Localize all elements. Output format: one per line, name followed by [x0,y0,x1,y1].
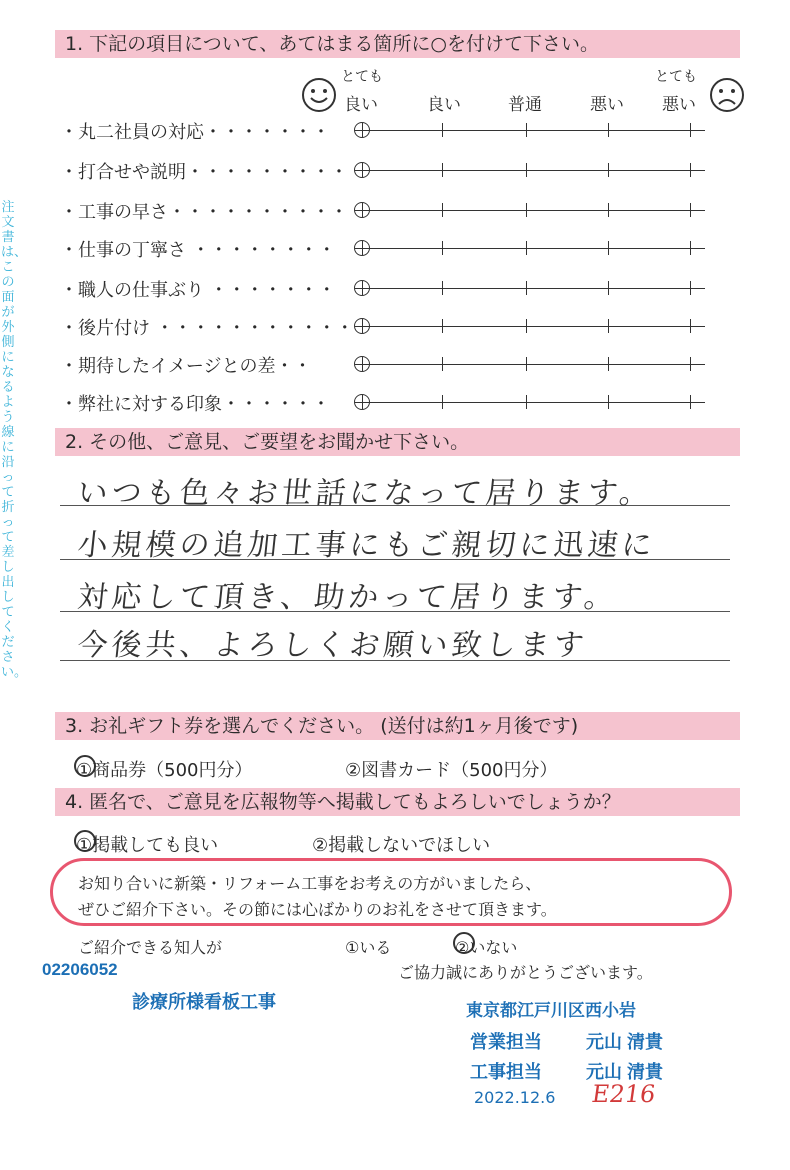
sales-label: 営業担当 [470,1032,542,1052]
scale-normal: 普通 [508,95,542,115]
rating-tick-3[interactable] [526,319,527,333]
work-name: 元山 清貴 [586,1062,664,1082]
handwritten-line-1: いつも色々お世話になって居ります。 [75,476,656,511]
rating-tick-3[interactable] [526,123,527,137]
rating-tick-4[interactable] [608,281,609,295]
section4-title: 4. 匿名で、ご意見を広報物等へ掲載してもよろしいでしょうか？ [55,788,740,816]
rating-tick-3[interactable] [526,357,527,371]
rating-scale-line [355,248,705,249]
rating-item-label: ・期待したイメージとの差・・ [60,356,312,377]
referral-line-2: ぜひご紹介下さい。その節には心ばかりのお礼をさせて頂きます。 [78,900,557,919]
handwritten-stamp: E216 [590,1080,658,1108]
rating-tick-5[interactable] [690,123,691,137]
rating-tick-4[interactable] [608,395,609,409]
rating-tick-3[interactable] [526,281,527,295]
rating-tick-5[interactable] [690,357,691,371]
rating-tick-2[interactable] [442,203,443,217]
scale-good: 良い [427,95,461,115]
rating-tick-2[interactable] [442,241,443,255]
section2-title: 2. その他、ご意見、ご要望をお聞かせ下さい。 [55,428,740,456]
selected-rating-circle [354,356,370,372]
rating-tick-2[interactable] [442,163,443,177]
rating-tick-5[interactable] [690,319,691,333]
gift-option-gift-voucher[interactable]: ①商品券（500円分） [76,760,253,781]
rating-tick-4[interactable] [608,241,609,255]
publish-option-yes[interactable]: ①掲載しても良い [76,835,219,856]
rating-item-label: ・打合せや説明・・・・・・・・・ [60,162,348,183]
selected-rating-circle [354,280,370,296]
scale-very-bad: 悪い [662,95,696,115]
sad-face-icon [708,76,746,114]
rating-tick-4[interactable] [608,163,609,177]
rating-scale-line [355,210,705,211]
smiley-face-icon [300,76,338,114]
selected-rating-circle [354,202,370,218]
handwritten-line-2: 小規模の追加工事にもご親切に迅速に [75,528,658,563]
referral-option-no[interactable]: ②いない [455,938,518,957]
rating-scale-line [355,130,705,131]
section3-title: 3. お礼ギフト券を選んでください。 (送付は約1ヶ月後です) [55,712,740,740]
rating-tick-3[interactable] [526,203,527,217]
rating-scale-line [355,402,705,403]
rating-tick-5[interactable] [690,203,691,217]
referral-question: ご紹介できる知人が [78,938,223,957]
rating-scale-line [355,288,705,289]
side-fold-note: 注文書は、この面が外側になるよう線に沿って折って差し出してください。 [1,200,28,680]
referral-line-1: お知り合いに新築・リフォーム工事をお考えの方がいましたら、 [78,874,542,893]
rating-item-label: ・丸二社員の対応・・・・・・・ [60,122,330,143]
rating-tick-3[interactable] [526,163,527,177]
selected-rating-circle [354,318,370,334]
rating-item-label: ・仕事の丁寧さ ・・・・・・・・ [60,240,336,261]
rating-item-label: ・弊社に対する印象・・・・・・ [60,394,330,415]
rating-tick-4[interactable] [608,203,609,217]
rating-item-label: ・工事の早さ・・・・・・・・・・ [60,202,348,223]
scale-bad: 悪い [590,95,624,115]
rating-scale-line [355,170,705,171]
survey-date: 2022.12.6 [474,1088,556,1107]
rating-tick-2[interactable] [442,357,443,371]
rating-tick-2[interactable] [442,319,443,333]
selected-rating-circle [354,240,370,256]
rating-tick-2[interactable] [442,123,443,137]
rating-tick-2[interactable] [442,281,443,295]
rating-tick-4[interactable] [608,123,609,137]
selected-rating-circle [354,162,370,178]
referral-option-yes[interactable]: ①いる [345,938,392,957]
rating-tick-5[interactable] [690,241,691,255]
survey-code: 02206052 [42,960,118,979]
section1-title: 1. 下記の項目について、あてはまる箇所に○を付けて下さい。 [55,30,740,58]
rating-tick-5[interactable] [690,281,691,295]
rating-tick-3[interactable] [526,395,527,409]
rating-tick-3[interactable] [526,241,527,255]
rating-tick-4[interactable] [608,357,609,371]
rating-item-label: ・職人の仕事ぶり ・・・・・・・ [60,280,336,301]
rating-scale-line [355,326,705,327]
project-name: 診療所様看板工事 [132,992,276,1012]
rating-scale-line [355,364,705,365]
rating-tick-5[interactable] [690,395,691,409]
scale-very-bad-top: とても [655,69,697,85]
publish-option-no[interactable]: ②掲載しないでほしい [312,835,491,856]
work-label: 工事担当 [470,1062,542,1082]
handwritten-line-4: 今後共、よろしくお願い致します [75,628,590,663]
rating-item-label: ・後片付け ・・・・・・・・・・・ [60,318,354,339]
company-address: 東京都江戸川区西小岩 [466,1001,636,1020]
scale-very-good: 良い [344,95,378,115]
selected-rating-circle [354,394,370,410]
gift-option-book-card[interactable]: ②図書カード（500円分） [345,760,558,781]
rating-tick-4[interactable] [608,319,609,333]
handwritten-line-3: 対応して頂き、助かって居ります。 [75,580,620,615]
selected-rating-circle [354,122,370,138]
scale-very-good-top: とても [341,69,383,85]
rating-tick-2[interactable] [442,395,443,409]
rating-tick-5[interactable] [690,163,691,177]
sales-name: 元山 清貴 [586,1032,664,1052]
thanks-message: ご協力誠にありがとうございます。 [398,963,653,982]
